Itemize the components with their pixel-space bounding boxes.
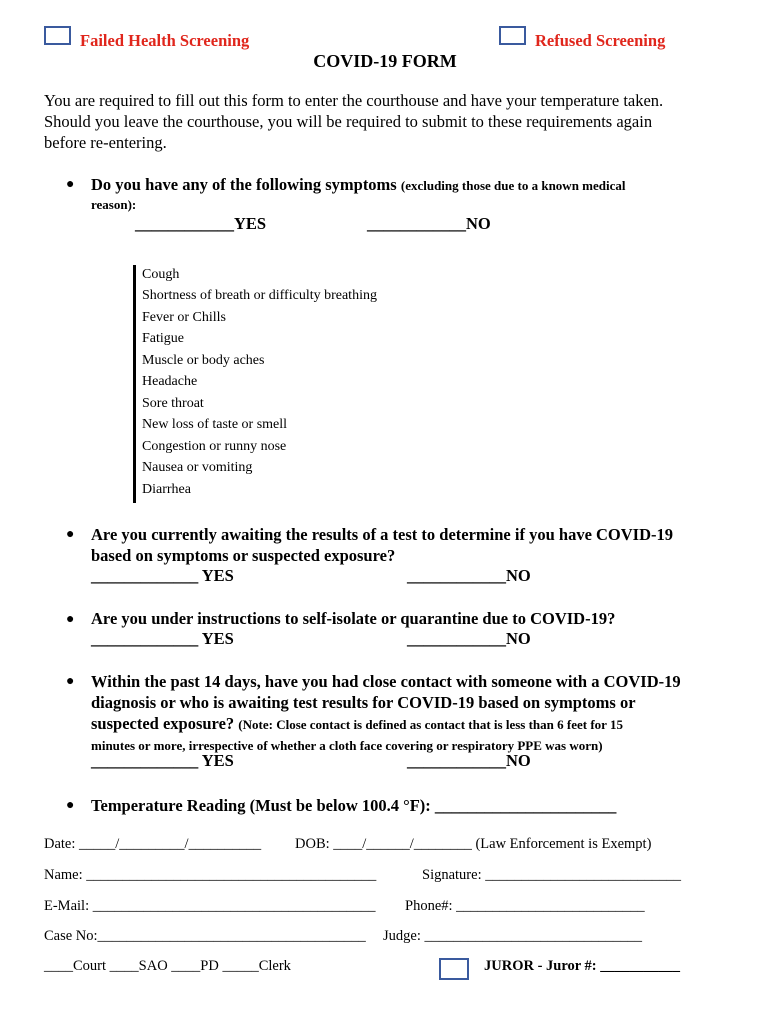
question-close-contact xyxy=(91,671,731,756)
symptom-item: Diarrhea xyxy=(142,482,191,497)
juror-checkbox[interactable] xyxy=(439,958,469,980)
symptom-item: New loss of taste or smell xyxy=(142,417,288,432)
case-number-field[interactable]: Case No:_____________________________________ xyxy=(44,928,366,944)
symptom-item: Shortness of breath or difficulty breathing xyxy=(142,288,377,303)
close-contact-no-field[interactable]: ____________NO xyxy=(407,751,531,770)
name-field[interactable]: Name: ________________________________________ xyxy=(44,867,377,883)
failed-screening-checkbox[interactable] xyxy=(44,26,71,45)
symptom-item: Headache xyxy=(142,374,198,389)
refused-screening-checkbox[interactable] xyxy=(499,26,526,45)
question-close-contact-line-1: Within the past 14 days, have you had close contact with someone with a COVID-19 xyxy=(91,672,681,691)
symptom-item: Sore throat xyxy=(142,396,204,411)
awaiting-test-no-field[interactable]: ____________NO xyxy=(407,566,531,585)
symptom-item: Fever or Chills xyxy=(142,310,226,325)
form-title: COVID-19 FORM xyxy=(313,51,457,71)
intro-paragraph xyxy=(44,90,734,153)
intro-line-3: before re-entering. xyxy=(44,133,167,152)
question-close-contact-line-2: diagnosis or who is awaiting test results for COVID-19 based on symptoms or xyxy=(91,693,636,712)
question-awaiting-test xyxy=(91,524,731,566)
bullet-icon: ● xyxy=(66,177,75,192)
symptom-item: Fatigue xyxy=(142,331,184,346)
failed-screening-label: Failed Health Screening xyxy=(80,31,250,50)
symptoms-no-field[interactable]: ____________NO xyxy=(367,214,491,233)
role-fields[interactable]: ____Court ____SAO ____PD _____Clerk xyxy=(44,958,291,974)
symptom-item: Congestion or runny nose xyxy=(142,439,287,454)
close-contact-note-cont: minutes or more, irrespective of whether a cloth face covering or respiratory PPE was worn) xyxy=(91,738,603,753)
intro-line-2: Should you leave the courthouse, you will be required to submit to these requirements again xyxy=(44,112,653,131)
dob-field[interactable]: DOB: ____/______/________ (Law Enforcement is Exempt) xyxy=(295,836,652,852)
juror-number-field[interactable]: JUROR - Juror #: ___________ xyxy=(484,958,681,974)
question-awaiting-test-line-2: based on symptoms or suspected exposure? xyxy=(91,546,396,565)
symptom-item: Muscle or body aches xyxy=(142,353,265,368)
close-contact-note: (Note: Close contact is defined as contact that is less than 6 feet for 15 xyxy=(238,717,623,732)
question-symptoms-text: Do you have any of the following symptoms xyxy=(91,175,397,194)
question-symptoms xyxy=(91,174,731,196)
refused-screening-label: Refused Screening xyxy=(535,31,666,50)
bullet-icon: ● xyxy=(66,612,75,627)
bullet-icon: ● xyxy=(66,527,75,542)
symptom-item: Nausea or vomiting xyxy=(142,460,253,475)
bullet-icon: ● xyxy=(66,798,75,813)
self-isolate-yes-field[interactable]: _____________ YES xyxy=(91,629,234,648)
self-isolate-no-field[interactable]: ____________NO xyxy=(407,629,531,648)
temperature-reading-field[interactable]: Temperature Reading (Must be below 100.4 °F): ______________________ xyxy=(91,796,617,815)
signature-field[interactable]: Signature: ___________________________ xyxy=(422,867,681,883)
judge-field[interactable]: Judge: ______________________________ xyxy=(383,928,642,944)
intro-line-1: You are required to fill out this form to enter the courthouse and have your temperature taken. xyxy=(44,91,664,110)
question-close-contact-line-3: suspected exposure? xyxy=(91,714,235,733)
date-field[interactable]: Date: _____/_________/__________ xyxy=(44,836,262,852)
awaiting-test-yes-field[interactable]: _____________ YES xyxy=(91,566,234,585)
question-awaiting-test-line-1: Are you currently awaiting the results of a test to determine if you have COVID-19 xyxy=(91,525,674,544)
symptom-item: Cough xyxy=(142,267,180,282)
email-field[interactable]: E-Mail: _______________________________________ xyxy=(44,898,376,914)
close-contact-yes-field[interactable]: _____________ YES xyxy=(91,751,234,770)
symptoms-yes-field[interactable]: ____________YES xyxy=(135,214,267,233)
question-symptoms-note: (excluding those due to a known medical xyxy=(400,178,626,193)
symptom-list-bar xyxy=(133,265,136,503)
question-self-isolate: Are you under instructions to self-isolate or quarantine due to COVID-19? xyxy=(91,609,616,628)
phone-field[interactable]: Phone#: __________________________ xyxy=(405,898,645,914)
question-symptoms-note-cont: reason): xyxy=(91,197,137,212)
bullet-icon: ● xyxy=(66,674,75,689)
